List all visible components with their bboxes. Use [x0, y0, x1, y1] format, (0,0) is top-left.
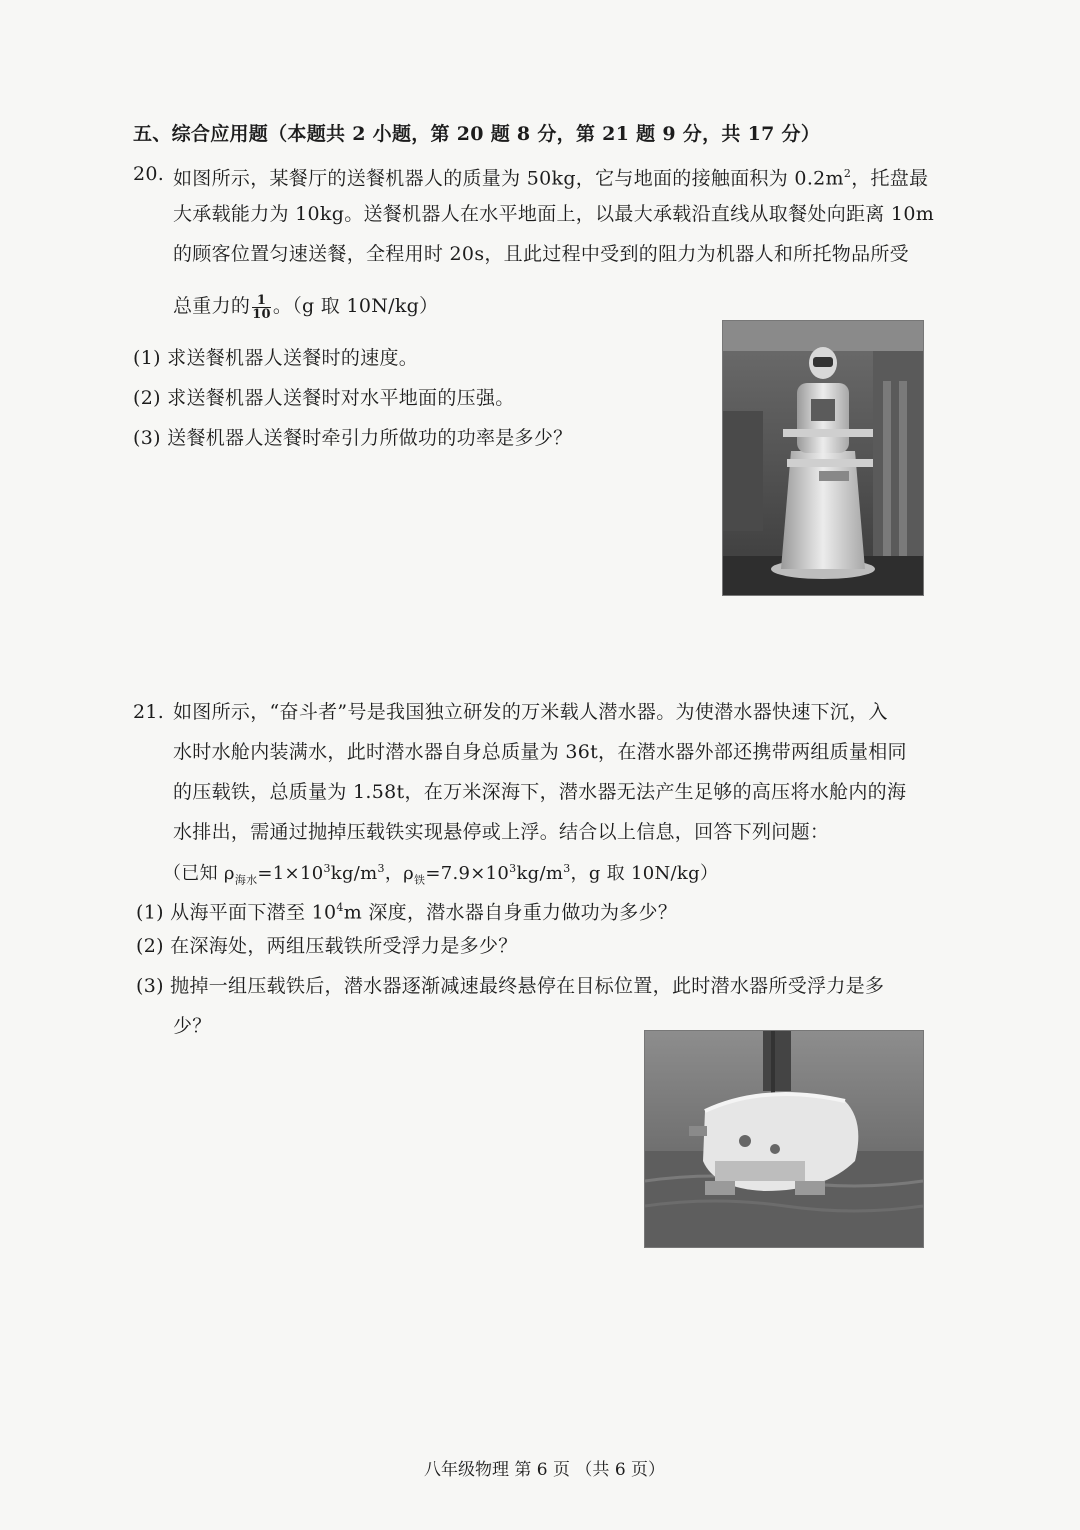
q21-given: （已知 $\rho_{海水}=1\times 10^3kg/m^3$，$\rho_铁=7.9\times 10^3kg/m^3$，g 取 10N/kg） — [163, 862, 719, 887]
q21-sub3-continued: 少？ — [173, 1015, 212, 1037]
q21-sub1: (1) 从海平面下潜至 $10^4m$ 深度，潜水器自身重力做功为多少？ — [136, 901, 678, 924]
q20-sub1: (1) 求送餐机器人送餐时的速度。 — [133, 347, 419, 369]
delivery-robot-photo — [722, 320, 924, 596]
q20-line3: 的顾客位置匀速送餐，全程用时 20s，且此过程中受到的阻力为机器人和所托物品所受 — [173, 243, 909, 265]
q20-sub3: (3) 送餐机器人送餐时牵引力所做功的功率是多少？ — [133, 427, 573, 449]
submersible-photo — [644, 1030, 924, 1248]
q21-line4: 水排出，需通过抛掉压载铁实现悬停或上浮。结合以上信息，回答下列问题： — [173, 821, 830, 843]
fraction-one-tenth: $\frac{1}{10}$ — [252, 292, 271, 322]
q21-sub2: (2) 在深海处，两组压载铁所受浮力是多少？ — [136, 935, 518, 957]
q20-sub2: (2) 求送餐机器人送餐时对水平地面的压强。 — [133, 387, 515, 409]
q21-line1: 如图所示，“奋斗者”号是我国独立研发的万米载人潜水器。为使潜水器快速下沉，入 — [173, 701, 888, 723]
q20-line1: 如图所示，某餐厅的送餐机器人的质量为 50kg，它与地面的接触面积为 $0.2m^2$，托盘最 — [173, 167, 929, 190]
q20-number: 20. — [133, 163, 165, 185]
q20-line2: 大承载能力为 10kg。送餐机器人在水平地面上，以最大承载沿直线从取餐处向距离 10m — [173, 203, 935, 225]
q21-number: 21. — [133, 701, 165, 723]
page-footer: 八年级物理 第 6 页 （共 6 页） — [424, 1460, 666, 1480]
q21-line3: 的压载铁，总质量为 1.58t，在万米深海下，潜水器无法产生足够的高压将水舱内的海 — [173, 781, 907, 803]
section-heading: 五、综合应用题（本题共 2 小题，第 20 题 8 分，第 21 题 9 分，共 17 分） — [133, 123, 821, 145]
q20-line4: 总重力的 $\frac{1}{10}$ 。（g 取 10N/kg） — [173, 292, 439, 322]
q21-sub3: (3) 抛掉一组压载铁后，潜水器逐渐减速最终悬停在目标位置，此时潜水器所受浮力是多 — [136, 975, 885, 997]
q21-line2: 水时水舱内装满水，此时潜水器自身总质量为 36t，在潜水器外部还携带两组质量相同 — [173, 741, 907, 763]
